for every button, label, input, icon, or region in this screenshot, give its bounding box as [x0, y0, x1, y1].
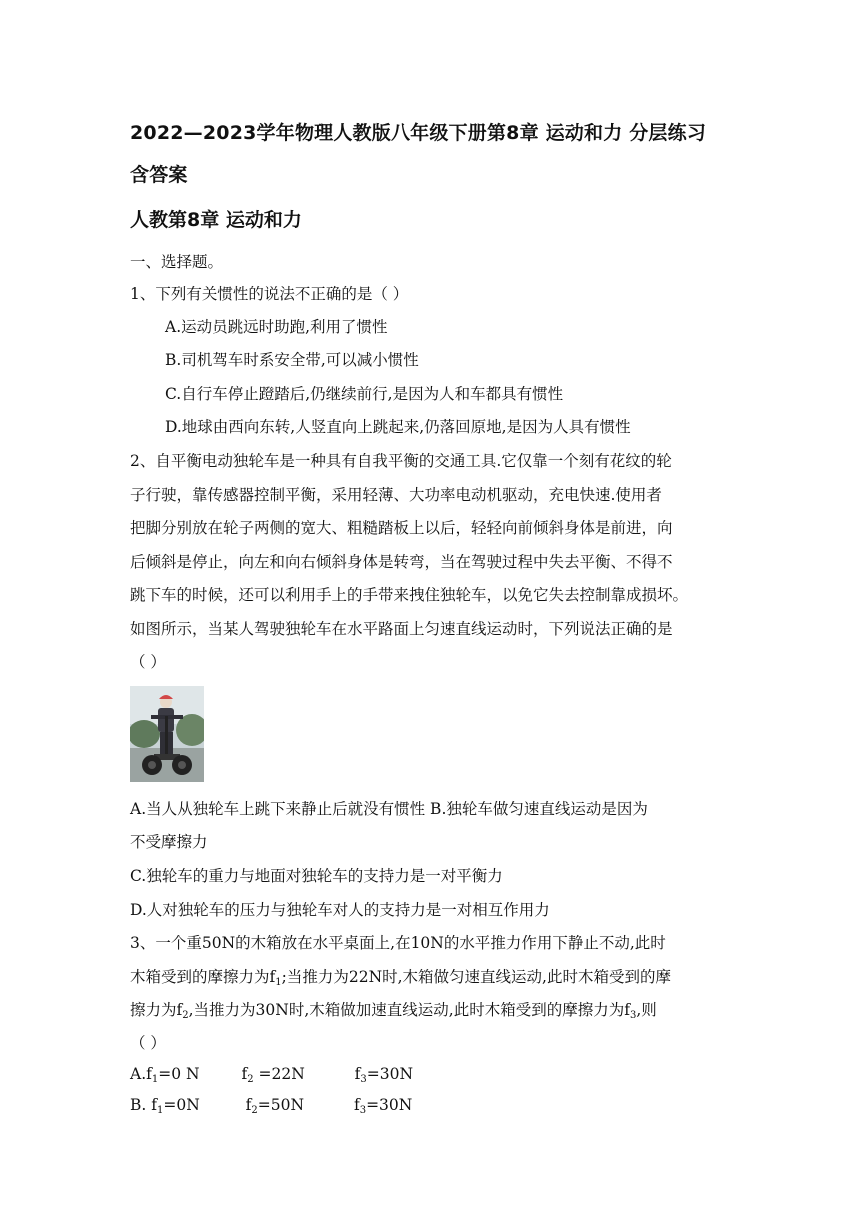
q2-option-ab-line1: A.当人从独轮车上跳下来静止后就没有惯性 B.独轮车做匀速直线运动是因为: [130, 800, 648, 818]
q2-option-c: C.独轮车的重力与地面对独轮车的支持力是一对平衡力: [130, 867, 503, 885]
q1-option-c: C.自行车停止蹬踏后,仍继续前行,是因为人和车都具有惯性: [165, 385, 564, 403]
q2-stem-line5: 跳下车的时候，还可以利用手上的手带来拽住独轮车，以免它失去控制靠成损坏。: [130, 586, 689, 604]
q1-option-d: D.地球由西向东转,人竖直向上跳起来,仍落回原地,是因为人具有惯性: [165, 418, 631, 436]
q3-stem-line1: 3、一个重50N的木箱放在水平桌面上,在10N的水平推力作用下静止不动,此时: [130, 934, 666, 952]
doc-title-line2: 含答案: [130, 164, 188, 186]
q2-stem-line1: 2、自平衡电动独轮车是一种具有自我平衡的交通工具.它仅靠一个刻有花纹的轮: [130, 452, 672, 470]
doc-title-line1: 2022—2023学年物理人教版八年级下册第8章 运动和力 分层练习: [130, 122, 707, 144]
q2-stem-line7: （ ）: [130, 653, 166, 671]
section-heading: 一、选择题。: [130, 253, 224, 271]
q2-stem-line6: 如图所示，当某人驾驶独轮车在水平路面上匀速直线运动时，下列说法正确的是: [130, 620, 673, 638]
q1-stem: 1、下列有关惯性的说法不正确的是（ ）: [130, 285, 409, 303]
segway-rider-photo: [130, 686, 204, 782]
q1-option-b: B.司机驾车时系安全带,可以减小惯性: [165, 351, 419, 369]
q2-option-d: D.人对独轮车的压力与独轮车对人的支持力是一对相互作用力: [130, 901, 550, 919]
q3-stem-line2: 木箱受到的摩擦力为f1;当推力为22N时,木箱做匀速直线运动,此时木箱受到的摩: [130, 968, 671, 988]
q1-option-a: A.运动员跳远时助跑,利用了惯性: [165, 318, 388, 336]
q3-option-a: A.f1=0 N f2 =22N f3=30N: [130, 1065, 414, 1085]
q2-stem-line3: 把脚分别放在轮子两侧的宽大、粗糙踏板上以后，轻轻向前倾斜身体是前进，向: [130, 519, 673, 537]
q3-stem-line3: 擦力为f2,当推力为30N时,木箱做加速直线运动,此时木箱受到的摩擦力为f3,则: [130, 1001, 657, 1021]
q3-stem-line4: （ ）: [130, 1034, 166, 1052]
chapter-heading: 人教第8章 运动和力: [130, 209, 302, 231]
q3-option-b: B. f1=0N f2=50N f3=30N: [130, 1096, 413, 1116]
q2-option-b-line2: 不受摩擦力: [130, 833, 208, 851]
q2-stem-line2: 子行驶，靠传感器控制平衡，采用轻薄、大功率电动机驱动，充电快速.使用者: [130, 486, 662, 504]
q2-stem-line4: 后倾斜是停止，向左和向右倾斜身体是转弯，当在驾驶过程中失去平衡、不得不: [130, 553, 673, 571]
